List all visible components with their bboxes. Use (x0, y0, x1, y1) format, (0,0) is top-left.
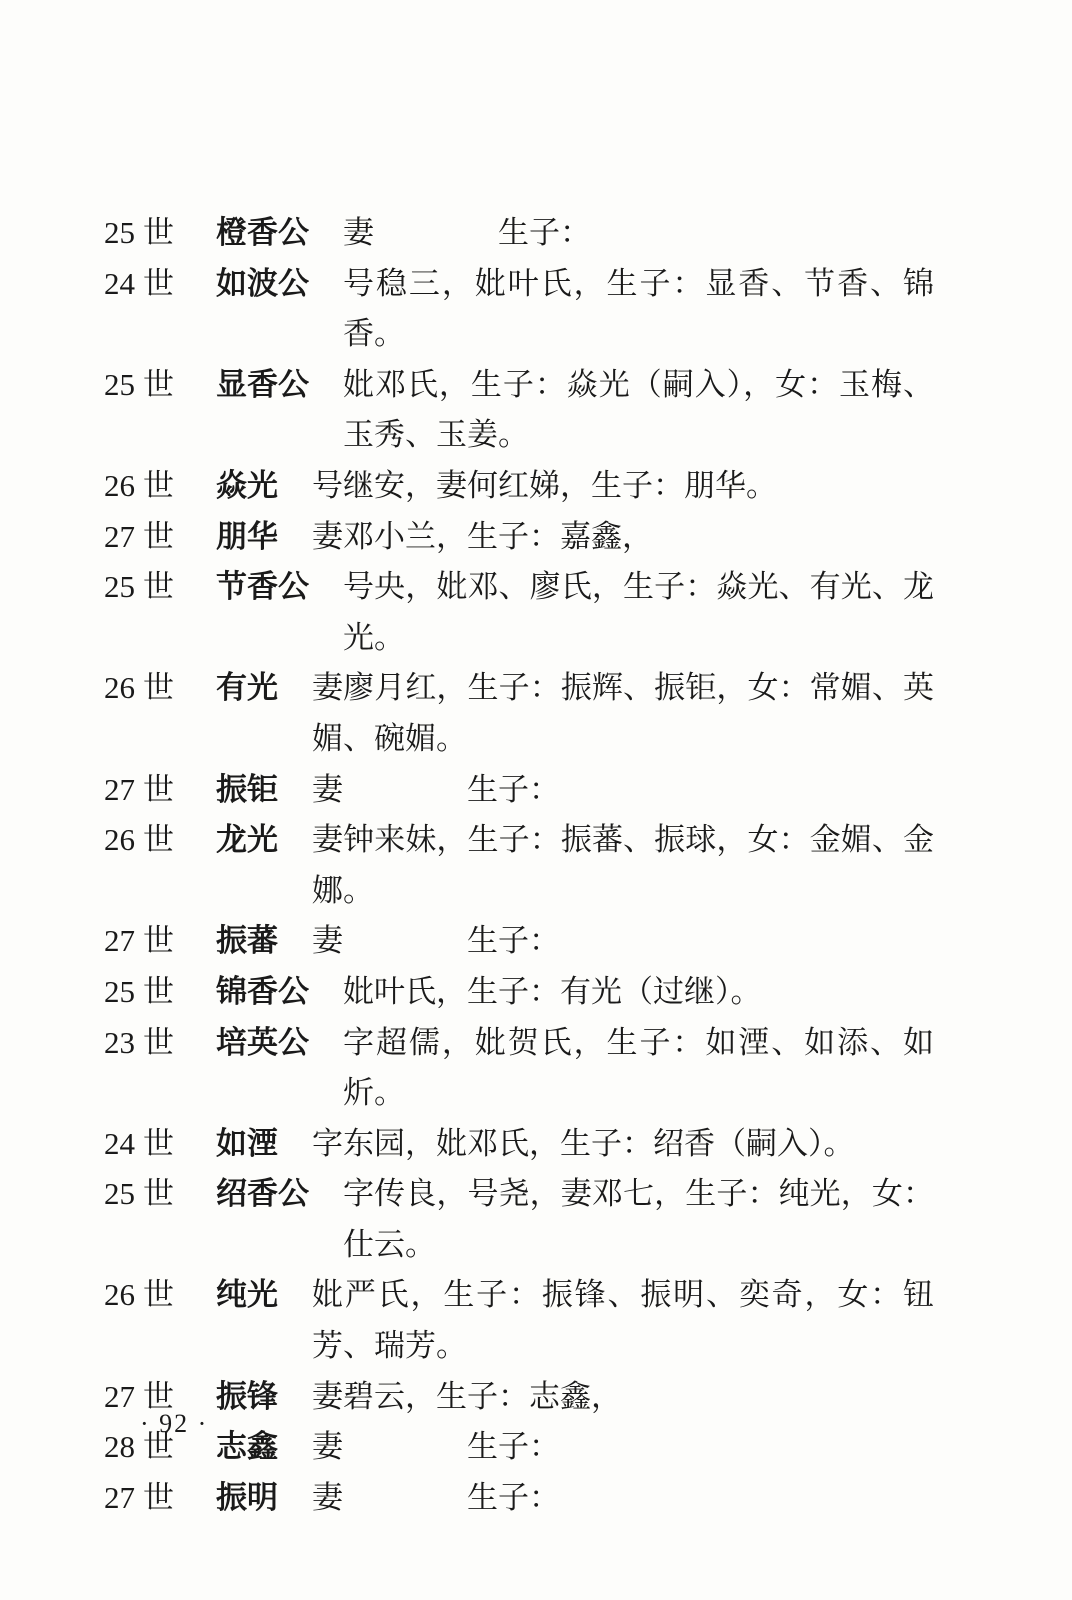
generation-number: 27 (104, 1479, 135, 1515)
generation-word: 世 (143, 973, 174, 1009)
generation-number: 26 (104, 670, 135, 706)
genealogy-entry (104, 815, 934, 916)
genealogy-entry (104, 360, 934, 461)
generation-label (104, 916, 216, 967)
generation-word: 世 (143, 923, 174, 959)
generation-number: 25 (104, 569, 135, 605)
genealogy-entry (104, 1422, 934, 1473)
generation-number: 28 (104, 1429, 135, 1465)
generation-label (104, 1169, 216, 1220)
generation-label (104, 663, 216, 714)
generation-label (104, 1018, 216, 1069)
ancestor-name: 节香公 (216, 569, 309, 606)
ancestor-detail: 妣邓氏，生子：焱光（嗣入），女：玉梅、玉秀、玉姜。 (343, 366, 934, 454)
generation-label (104, 208, 216, 259)
ancestor-name: 锦香公 (216, 973, 309, 1010)
ancestor-name: 如波公 (216, 265, 309, 302)
ancestor-name: 振钜 (216, 771, 278, 808)
ancestor-name: 振锋 (216, 1378, 278, 1415)
generation-number: 26 (104, 467, 135, 503)
generation-number: 25 (104, 973, 135, 1009)
ancestor-detail: 字超儒，妣贺氏，生子：如湮、如添、如炘。 (343, 1024, 934, 1112)
ancestor-name: 绍香公 (216, 1176, 309, 1213)
ancestor-detail: 妻 生子： (343, 215, 591, 251)
genealogy-entry (104, 663, 934, 764)
generation-label (104, 360, 216, 411)
generation-word: 世 (143, 1479, 174, 1515)
ancestor-name: 振明 (216, 1479, 278, 1516)
generation-word: 世 (143, 1176, 174, 1212)
generation-number: 26 (104, 1277, 135, 1313)
generation-label (104, 1270, 216, 1321)
ancestor-detail: 号继安，妻何红娣，生子：朋华。 (312, 467, 777, 504)
generation-word: 世 (143, 1429, 174, 1465)
generation-label (104, 967, 216, 1018)
generation-word: 世 (143, 265, 174, 301)
generation-word: 世 (143, 1277, 174, 1313)
ancestor-detail: 字东园，妣邓氏，生子：绍香（嗣入）。 (312, 1125, 855, 1162)
generation-word: 世 (143, 822, 174, 858)
generation-word: 世 (143, 771, 174, 807)
ancestor-detail: 妣叶氏，生子：有光（过继）。 (343, 973, 762, 1010)
ancestor-detail: 妻邓小兰，生子：嘉鑫， (312, 518, 653, 555)
genealogy-entry (104, 1169, 934, 1270)
generation-label (104, 765, 216, 816)
genealogy-entry (104, 461, 934, 512)
generation-number: 25 (104, 366, 135, 402)
ancestor-detail: 妣严氏，生子：振锋、振明、奕奇，女：钮芳、瑞芳。 (312, 1277, 934, 1365)
generation-number: 24 (104, 265, 135, 301)
genealogy-entry (104, 1270, 934, 1371)
generation-number: 27 (104, 923, 135, 959)
generation-label (104, 1473, 216, 1524)
generation-word: 世 (143, 1125, 174, 1161)
generation-word: 世 (143, 1024, 174, 1060)
ancestor-name: 振蕃 (216, 923, 278, 960)
generation-number: 26 (104, 822, 135, 858)
ancestor-name: 纯光 (216, 1277, 278, 1314)
genealogy-entry (104, 562, 934, 663)
generation-number: 27 (104, 518, 135, 554)
ancestor-name: 显香公 (216, 366, 309, 403)
ancestor-name: 如湮 (216, 1125, 278, 1162)
genealogy-entry (104, 1018, 934, 1119)
generation-number: 25 (104, 1176, 135, 1212)
ancestor-detail: 号央，妣邓、廖氏，生子：焱光、有光、龙光。 (343, 569, 934, 656)
generation-number: 23 (104, 1024, 135, 1060)
genealogy-entry (104, 1372, 934, 1423)
generation-number: 27 (104, 771, 135, 807)
ancestor-detail: 妻 生子： (312, 1479, 560, 1516)
generation-label (104, 815, 216, 866)
generation-word: 世 (143, 366, 174, 402)
generation-number: 27 (104, 1378, 135, 1414)
generation-label (104, 562, 216, 613)
genealogy-entry (104, 1119, 934, 1170)
page-number: · 92 · (140, 1409, 209, 1438)
genealogy-entry (104, 765, 934, 816)
ancestor-detail: 妻钟来妹，生子：振蕃、振球，女：金媚、金娜。 (312, 822, 934, 909)
genealogy-entry (104, 967, 934, 1018)
generation-word: 世 (143, 670, 174, 706)
generation-word: 世 (143, 1378, 174, 1414)
ancestor-detail: 字传良，号尧，妻邓七，生子：纯光，女：仕云。 (343, 1176, 934, 1263)
ancestor-detail: 号稳三，妣叶氏，生子：显香、节香、锦香。 (343, 265, 934, 353)
generation-label (104, 461, 216, 512)
genealogy-entry-list (104, 208, 934, 1523)
ancestor-detail: 妻 生子： (312, 923, 560, 960)
genealogy-entry (104, 1473, 934, 1524)
generation-label (104, 512, 216, 563)
ancestor-name: 龙光 (216, 822, 278, 859)
generation-number: 25 (104, 215, 135, 250)
generation-number: 24 (104, 1125, 135, 1161)
ancestor-name: 有光 (216, 670, 278, 707)
generation-label (104, 259, 216, 310)
generation-word: 世 (143, 215, 174, 250)
ancestor-detail: 妻 生子： (312, 1429, 560, 1466)
ancestor-name: 培英公 (216, 1024, 309, 1061)
genealogy-entry (104, 259, 934, 360)
generation-word: 世 (143, 467, 174, 503)
generation-label (104, 1119, 216, 1170)
genealogy-entry (104, 512, 934, 563)
ancestor-name: 志鑫 (216, 1429, 278, 1466)
ancestor-detail: 妻 生子： (312, 771, 560, 808)
genealogy-entry (104, 916, 934, 967)
generation-word: 世 (143, 518, 174, 554)
ancestor-detail: 妻碧云，生子：志鑫， (312, 1378, 622, 1415)
ancestor-name: 橙香公 (216, 215, 309, 251)
genealogy-entry (104, 208, 934, 259)
ancestor-name: 焱光 (216, 467, 278, 504)
ancestor-detail: 妻廖月红，生子：振辉、振钜，女：常媚、英媚、碗媚。 (312, 670, 934, 757)
generation-word: 世 (143, 569, 174, 605)
ancestor-name: 朋华 (216, 518, 278, 555)
